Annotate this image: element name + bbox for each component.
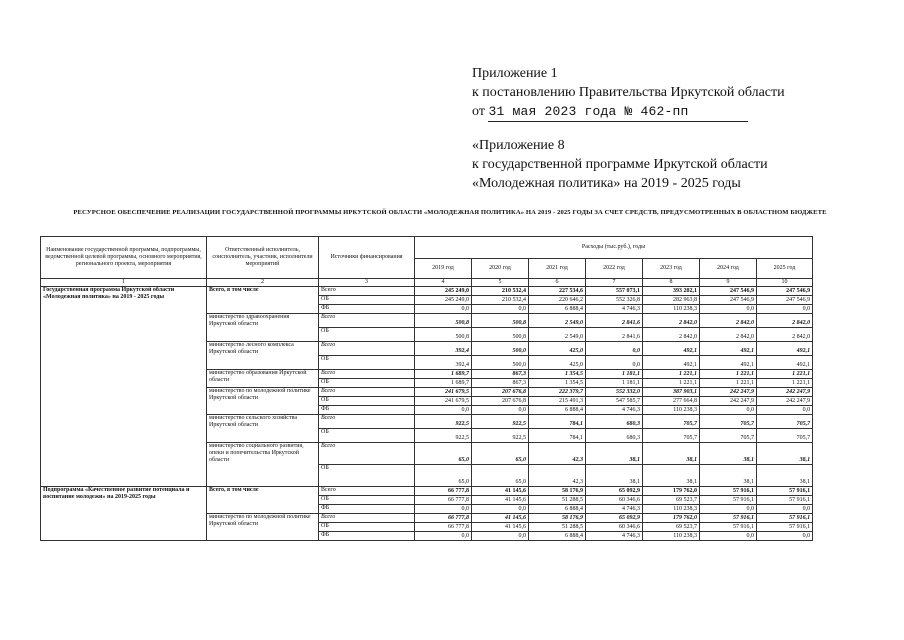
- amount-cell: 1 181,1: [586, 379, 643, 388]
- amount-cell: 1 221,1: [643, 379, 700, 388]
- amount-cell: 0,0: [586, 356, 643, 370]
- amount-cell: 552 332,0: [586, 388, 643, 397]
- col-number: 8: [643, 279, 700, 287]
- amount-cell: 2 841,6: [586, 314, 643, 328]
- program-header: [472, 136, 768, 193]
- responsible-cell: министерство здравоохранения Иркутской области: [207, 314, 319, 342]
- source-cell: Всего: [319, 443, 415, 465]
- source-cell: ОБ: [319, 429, 415, 443]
- amount-cell: 500,8: [415, 328, 472, 342]
- amount-cell: 922,5: [472, 429, 529, 443]
- resolution-date-number: 31 мая 2023 года № 462-пп: [488, 104, 689, 119]
- responsible-cell: министерство сельского хозяйства Иркутской области: [207, 415, 319, 443]
- table-row: [41, 487, 813, 496]
- amount-cell: 6 888,4: [529, 532, 586, 541]
- amount-cell: 2 842,0: [757, 314, 813, 328]
- amount-cell: 6 888,4: [529, 305, 586, 314]
- amount-cell: 69 523,7: [643, 523, 700, 532]
- amount-cell: 51 288,5: [529, 523, 586, 532]
- source-cell: ФБ: [319, 532, 415, 541]
- source-cell: ОБ: [319, 328, 415, 342]
- amount-cell: 222 379,7: [529, 388, 586, 397]
- amount-cell: 547 585,7: [586, 397, 643, 406]
- amount-cell: 867,3: [472, 370, 529, 379]
- amount-cell: 1 689,7: [415, 370, 472, 379]
- amount-cell: 6 888,4: [529, 406, 586, 415]
- amount-cell: 2 841,6: [586, 328, 643, 342]
- amount-cell: 680,3: [586, 429, 643, 443]
- amount-cell: 57 916,1: [757, 496, 813, 505]
- col-name-header: Наименование государственной программы, подпрограммы, ведомственной целевой программы, основного мероприятия, регионального проекта, мероприятия: [41, 237, 207, 279]
- amount-cell: 242 247,9: [757, 397, 813, 406]
- amount-cell: 57 916,1: [700, 523, 757, 532]
- responsible-cell: министерство по молодежной политике Иркутской области: [207, 388, 319, 415]
- amount-cell: 784,1: [529, 415, 586, 429]
- amount-cell: 0,0: [757, 532, 813, 541]
- amount-cell: 51 288,5: [529, 496, 586, 505]
- amount-cell: 680,3: [586, 415, 643, 429]
- program-name-cell: Государственная программа Иркутской области «Молодежная политика» на 2019 - 2025 годы: [41, 287, 207, 487]
- amount-cell: 65 092,9: [586, 487, 643, 496]
- source-cell: ОБ: [319, 379, 415, 388]
- amount-cell: 4 746,3: [586, 505, 643, 514]
- amount-cell: 65,0: [415, 465, 472, 487]
- program-name-label: «Молодежная политика» на 2019 - 2025 годы: [472, 176, 741, 191]
- source-cell: ОБ: [319, 356, 415, 370]
- amount-cell: 57 916,1: [757, 523, 813, 532]
- amount-cell: 500,8: [472, 328, 529, 342]
- amount-cell: 393 202,1: [643, 287, 700, 296]
- amount-cell: 241 679,5: [415, 388, 472, 397]
- amount-cell: 207 676,8: [472, 388, 529, 397]
- responsible-cell: Всего, в том числе: [207, 287, 319, 314]
- date-prefix: от: [472, 104, 485, 119]
- amount-cell: 41 145,6: [472, 514, 529, 523]
- col-expenses-header: Расходы (тыс.руб.), годы: [415, 237, 813, 259]
- amount-cell: 0,0: [472, 305, 529, 314]
- document-title: РЕСУРСНОЕ ОБЕСПЕЧЕНИЕ РЕАЛИЗАЦИИ ГОСУДАРСТВЕННОЙ ПРОГРАММЫ ИРКУТСКОЙ ОБЛАСТИ «МОЛОДЕЖНАЯ ПОЛИТИКА» НА 2019 - 2025 ГОДЫ ЗА СЧЕТ СРЕДСТВ, ПРЕДУСМОТРЕННЫХ В ОБЛАСТНОМ БЮДЖЕТЕ: [73, 209, 827, 216]
- amount-cell: 922,5: [415, 429, 472, 443]
- amount-cell: 65,0: [472, 465, 529, 487]
- amount-cell: 922,5: [415, 415, 472, 429]
- amount-cell: 179 762,0: [643, 514, 700, 523]
- amount-cell: 65,0: [472, 443, 529, 465]
- year-header: 2025 год: [757, 259, 813, 279]
- date-line: [472, 102, 785, 122]
- source-cell: Всего: [319, 287, 415, 296]
- amount-cell: 38,1: [700, 465, 757, 487]
- source-cell: ОБ: [319, 296, 415, 305]
- amount-cell: 2 842,0: [700, 328, 757, 342]
- amount-cell: 57 916,1: [700, 496, 757, 505]
- amount-cell: 0,0: [700, 406, 757, 415]
- amount-cell: 241 679,5: [415, 397, 472, 406]
- amount-cell: 0,0: [700, 305, 757, 314]
- year-header: 2022 год: [586, 259, 643, 279]
- amount-cell: 2 842,0: [700, 314, 757, 328]
- amount-cell: 38,1: [586, 443, 643, 465]
- amount-cell: 4 746,3: [586, 406, 643, 415]
- amount-cell: 210 532,4: [472, 287, 529, 296]
- amount-cell: 1 221,1: [700, 379, 757, 388]
- amount-cell: 705,7: [700, 429, 757, 443]
- table-row: [41, 287, 813, 296]
- amount-cell: 247 546,9: [700, 296, 757, 305]
- amount-cell: 492,1: [700, 356, 757, 370]
- amount-cell: 247 546,9: [700, 287, 757, 296]
- amount-cell: 705,7: [757, 415, 813, 429]
- source-cell: ОБ: [319, 465, 415, 487]
- responsible-cell: министерство по молодежной политике Иркутской области: [207, 514, 319, 541]
- amount-cell: 0,0: [472, 406, 529, 415]
- amount-cell: 60 346,6: [586, 496, 643, 505]
- amount-cell: 41 145,6: [472, 487, 529, 496]
- source-cell: Всего: [319, 342, 415, 356]
- amount-cell: 0,0: [757, 505, 813, 514]
- amount-cell: 66 777,8: [415, 496, 472, 505]
- amount-cell: 1 221,1: [757, 379, 813, 388]
- col-number: 9: [700, 279, 757, 287]
- source-cell: ОБ: [319, 523, 415, 532]
- col-number: 7: [586, 279, 643, 287]
- amount-cell: 58 176,9: [529, 487, 586, 496]
- amount-cell: 6 888,4: [529, 505, 586, 514]
- amount-cell: 922,5: [472, 415, 529, 429]
- resource-table-wrap: [40, 236, 812, 541]
- amount-cell: 392,4: [415, 356, 472, 370]
- amount-cell: 110 238,3: [643, 305, 700, 314]
- year-header: 2024 год: [700, 259, 757, 279]
- appendix-label: Приложение 1: [472, 66, 558, 81]
- amount-cell: 110 238,3: [643, 505, 700, 514]
- col-number: 4: [415, 279, 472, 287]
- responsible-cell: Всего, в том числе: [207, 487, 319, 514]
- amount-cell: 557 073,1: [586, 287, 643, 296]
- col-resp-header: Ответственный исполнитель, соисполнитель, участник, исполнители мероприятий: [207, 237, 319, 279]
- amount-cell: 38,1: [757, 465, 813, 487]
- amount-cell: 500,8: [415, 314, 472, 328]
- amount-cell: 207 676,8: [472, 397, 529, 406]
- amount-cell: 1 689,7: [415, 379, 472, 388]
- amount-cell: 2 549,0: [529, 328, 586, 342]
- amount-cell: 242 247,9: [700, 388, 757, 397]
- amount-cell: 552 326,8: [586, 296, 643, 305]
- amount-cell: 66 777,8: [415, 487, 472, 496]
- amount-cell: 2 549,0: [529, 314, 586, 328]
- year-header: 2021 год: [529, 259, 586, 279]
- amount-cell: 245 249,0: [415, 287, 472, 296]
- approval-header: [472, 64, 785, 122]
- amount-cell: 65,0: [415, 443, 472, 465]
- amount-cell: 4 746,3: [586, 305, 643, 314]
- source-cell: ОБ: [319, 397, 415, 406]
- amount-cell: 0,0: [415, 532, 472, 541]
- amount-cell: 425,0: [529, 356, 586, 370]
- amount-cell: 242 247,9: [757, 388, 813, 397]
- amount-cell: 0,0: [472, 505, 529, 514]
- amount-cell: 42,3: [529, 465, 586, 487]
- amount-cell: 57 916,1: [700, 487, 757, 496]
- amount-cell: 242 247,9: [700, 397, 757, 406]
- amount-cell: 0,0: [415, 406, 472, 415]
- amount-cell: 500,0: [472, 356, 529, 370]
- col-number: 2: [207, 279, 319, 287]
- amount-cell: 492,1: [757, 356, 813, 370]
- amount-cell: 110 238,3: [643, 406, 700, 415]
- appendix8-label: «Приложение 8: [472, 138, 565, 153]
- amount-cell: 42,3: [529, 443, 586, 465]
- amount-cell: 210 532,4: [472, 296, 529, 305]
- amount-cell: 179 762,0: [643, 487, 700, 496]
- amount-cell: 38,1: [586, 465, 643, 487]
- col-number: 1: [41, 279, 207, 287]
- source-cell: Всего: [319, 370, 415, 379]
- amount-cell: 0,0: [757, 406, 813, 415]
- amount-cell: 227 534,6: [529, 287, 586, 296]
- amount-cell: 0,0: [757, 305, 813, 314]
- amount-cell: 41 145,6: [472, 496, 529, 505]
- amount-cell: 867,3: [472, 379, 529, 388]
- amount-cell: 1 221,1: [700, 370, 757, 379]
- amount-cell: 705,7: [643, 429, 700, 443]
- amount-cell: 110 238,3: [643, 532, 700, 541]
- amount-cell: 38,1: [757, 443, 813, 465]
- amount-cell: 65 092,9: [586, 514, 643, 523]
- year-header: 2020 год: [472, 259, 529, 279]
- amount-cell: 41 145,6: [472, 523, 529, 532]
- responsible-cell: министерство социального развития, опеки и попечительства Иркутской области: [207, 443, 319, 487]
- amount-cell: 38,1: [700, 443, 757, 465]
- col-source-header: Источники финансирования: [319, 237, 415, 279]
- amount-cell: 2 842,0: [757, 328, 813, 342]
- amount-cell: 57 916,1: [757, 487, 813, 496]
- program-name-cell: Подпрограмма «Качественное развитие потенциала и воспитание молодежи» на 2019-2025 годы: [41, 487, 207, 541]
- col-number: 10: [757, 279, 813, 287]
- amount-cell: 58 176,9: [529, 514, 586, 523]
- source-cell: Всего: [319, 487, 415, 496]
- program-ref-label: к государственной программе Иркутской области: [472, 157, 768, 172]
- amount-cell: 57 916,1: [757, 514, 813, 523]
- source-cell: ФБ: [319, 305, 415, 314]
- year-header: 2019 год: [415, 259, 472, 279]
- amount-cell: 38,1: [643, 465, 700, 487]
- amount-cell: 500,0: [472, 342, 529, 356]
- amount-cell: 1 354,5: [529, 370, 586, 379]
- amount-cell: 247 546,9: [757, 287, 813, 296]
- amount-cell: 1 354,5: [529, 379, 586, 388]
- amount-cell: 38,1: [643, 443, 700, 465]
- resolution-label: к постановлению Правительства Иркутской области: [472, 85, 785, 100]
- amount-cell: 392,4: [415, 342, 472, 356]
- source-cell: ФБ: [319, 505, 415, 514]
- col-number: 6: [529, 279, 586, 287]
- col-number: 3: [319, 279, 415, 287]
- resource-table: [40, 236, 813, 541]
- amount-cell: 2 842,0: [643, 328, 700, 342]
- amount-cell: 705,7: [643, 415, 700, 429]
- source-cell: Всего: [319, 415, 415, 429]
- responsible-cell: министерство образования Иркутской области: [207, 370, 319, 388]
- amount-cell: 215 491,3: [529, 397, 586, 406]
- amount-cell: 0,0: [415, 305, 472, 314]
- amount-cell: 60 346,6: [586, 523, 643, 532]
- amount-cell: 0,0: [700, 532, 757, 541]
- amount-cell: 784,1: [529, 429, 586, 443]
- amount-cell: 57 916,1: [700, 514, 757, 523]
- source-cell: Всего: [319, 514, 415, 523]
- amount-cell: 492,1: [643, 356, 700, 370]
- source-cell: ОБ: [319, 496, 415, 505]
- amount-cell: 425,0: [529, 342, 586, 356]
- amount-cell: 66 777,8: [415, 514, 472, 523]
- amount-cell: 245 249,0: [415, 296, 472, 305]
- amount-cell: 2 842,0: [643, 314, 700, 328]
- amount-cell: 69 523,7: [643, 496, 700, 505]
- amount-cell: 492,1: [757, 342, 813, 356]
- amount-cell: 277 664,8: [643, 397, 700, 406]
- source-cell: ФБ: [319, 406, 415, 415]
- year-header: 2023 год: [643, 259, 700, 279]
- source-cell: Всего: [319, 388, 415, 397]
- amount-cell: 500,8: [472, 314, 529, 328]
- amount-cell: 1 221,1: [643, 370, 700, 379]
- amount-cell: 0,0: [586, 342, 643, 356]
- amount-cell: 1 181,1: [586, 370, 643, 379]
- amount-cell: 492,1: [643, 342, 700, 356]
- amount-cell: 66 777,8: [415, 523, 472, 532]
- amount-cell: 0,0: [700, 505, 757, 514]
- responsible-cell: министерство лесного комплекса Иркутской области: [207, 342, 319, 370]
- amount-cell: 220 646,2: [529, 296, 586, 305]
- source-cell: Всего: [319, 314, 415, 328]
- amount-cell: 0,0: [415, 505, 472, 514]
- amount-cell: 247 546,9: [757, 296, 813, 305]
- amount-cell: 387 903,1: [643, 388, 700, 397]
- amount-cell: 282 963,8: [643, 296, 700, 305]
- col-number: 5: [472, 279, 529, 287]
- amount-cell: 705,7: [700, 415, 757, 429]
- amount-cell: 1 221,1: [757, 370, 813, 379]
- amount-cell: 705,7: [757, 429, 813, 443]
- amount-cell: 4 746,3: [586, 532, 643, 541]
- amount-cell: 0,0: [472, 532, 529, 541]
- amount-cell: 492,1: [700, 342, 757, 356]
